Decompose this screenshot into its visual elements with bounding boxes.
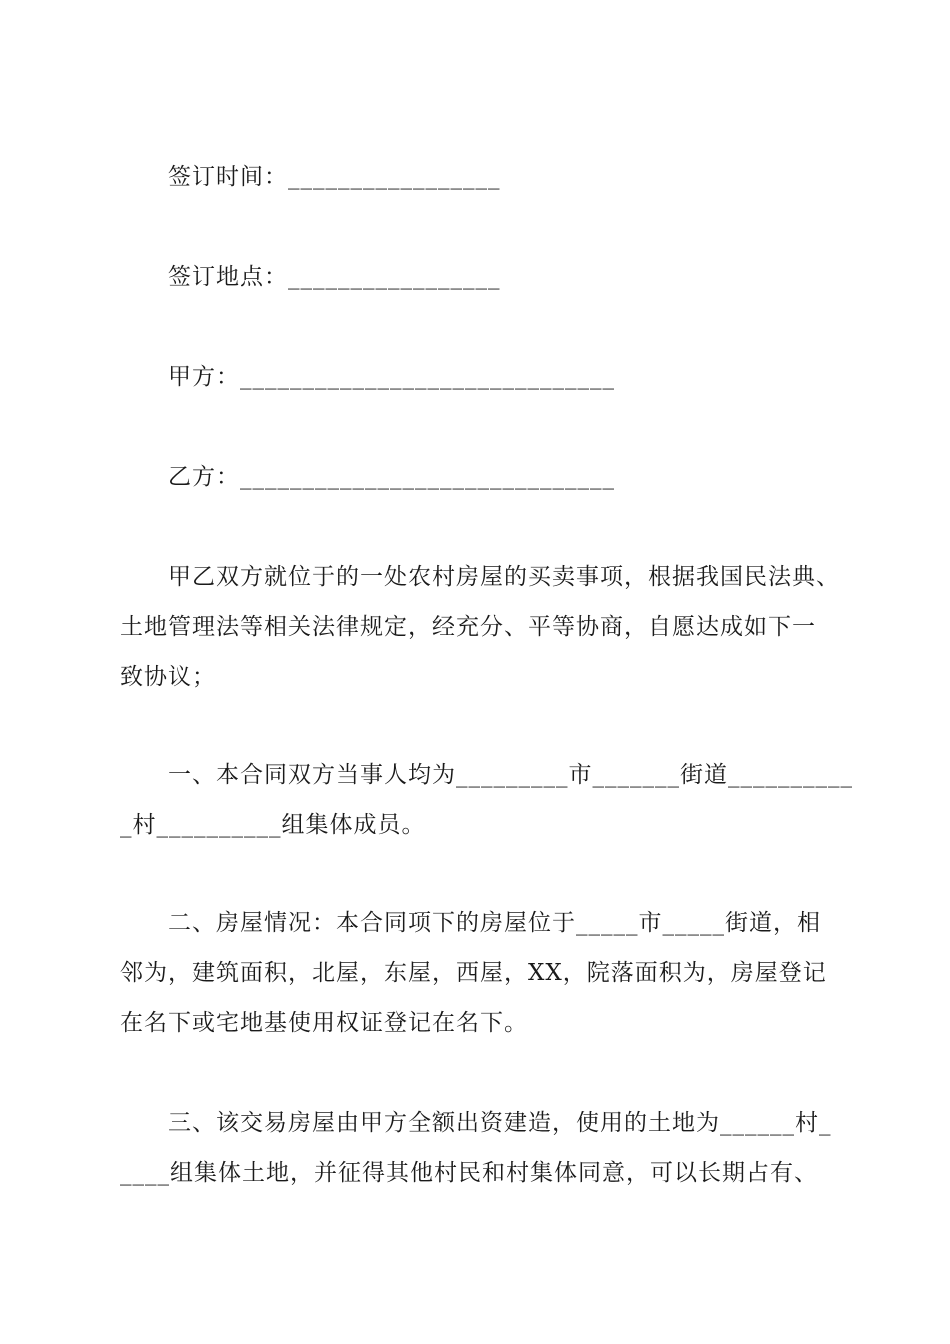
intro-line-1: 甲乙双方就位于的一处农村房屋的买卖事项，根据我国民法典、	[168, 564, 840, 590]
clause-2-line-2: 邻为，建筑面积，北屋，东屋，西屋，XX，院落面积为，房屋登记	[120, 960, 827, 986]
intro-line-2: 土地管理法等相关法律规定，经充分、平等协商，自愿达成如下一	[120, 614, 816, 640]
party-b-field: 乙方：______________________________	[168, 464, 615, 490]
clause-2-line-3: 在名下或宅地基使用权证登记在名下。	[120, 1010, 528, 1036]
intro-line-3: 致协议；	[120, 664, 216, 690]
sign-place-field: 签订地点：_________________	[168, 264, 501, 290]
clause-3-line-2: ____组集体土地，并征得其他村民和村集体同意，可以长期占有、	[120, 1160, 818, 1186]
clause-2-line-1: 二、房屋情况：本合同项下的房屋位于_____市_____街道，相	[168, 910, 821, 936]
sign-time-field: 签订时间：_________________	[168, 164, 501, 190]
clause-3-line-1: 三、该交易房屋由甲方全额出资建造，使用的土地为______村_	[168, 1110, 832, 1136]
clause-1-line-2: _村__________组集体成员。	[120, 812, 426, 838]
clause-1-line-1: 一、本合同双方当事人均为_________市_______街道__________	[168, 762, 853, 788]
party-a-field: 甲方：______________________________	[168, 364, 615, 390]
